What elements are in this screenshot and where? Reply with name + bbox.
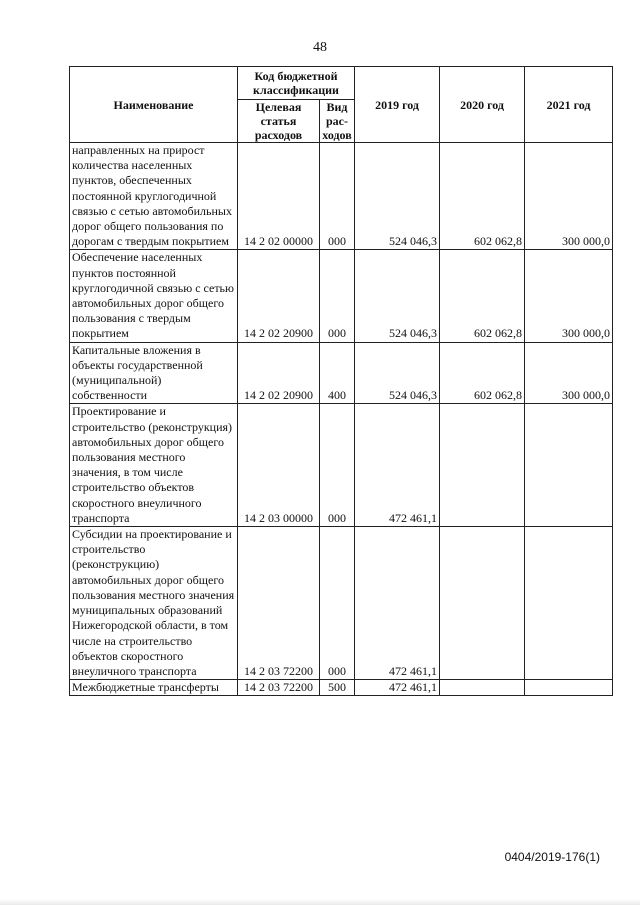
header-2019: 2019 год	[355, 67, 440, 143]
cell-2019: 524 046,3	[355, 342, 440, 404]
cell-2020: 602 062,8	[440, 250, 525, 342]
cell-2021: 300 000,0	[525, 250, 613, 342]
cell-2020: 602 062,8	[440, 143, 525, 250]
table-body	[70, 143, 613, 696]
cell-expense-type: 500	[320, 680, 355, 696]
table-row	[70, 527, 613, 680]
cell-2021	[525, 680, 613, 696]
table-row	[70, 143, 613, 250]
cell-2019: 524 046,3	[355, 143, 440, 250]
cell-name: Межбюджетные трансферты	[70, 680, 238, 696]
cell-expense-type: 000	[320, 250, 355, 342]
document-code: 0404/2019-176(1)	[504, 850, 600, 864]
table-row	[70, 680, 613, 696]
cell-2020: 602 062,8	[440, 342, 525, 404]
cell-2021	[525, 527, 613, 680]
cell-2020	[440, 680, 525, 696]
cell-expense-type: 000	[320, 404, 355, 527]
header-budget-code: Код бюджетной классификации	[238, 67, 355, 100]
cell-2019: 472 461,1	[355, 527, 440, 680]
table-header	[70, 67, 613, 143]
cell-expense-type: 000	[320, 527, 355, 680]
cell-expense-type: 000	[320, 143, 355, 250]
cell-2021: 300 000,0	[525, 143, 613, 250]
cell-name: Капитальные вложения в объекты государственной (муниципальной) собственности	[70, 342, 238, 404]
cell-name: Проектирование и строительство (реконструкция) автомобильных дорог общего пользования местного значения, в том числе строительство объектов скоростного внеуличного транспорта	[70, 404, 238, 527]
cell-name: Обеспечение населенных пунктов постоянной круглогодичной связью с сетью автомобильных дорог общего пользования с твердым покрытием	[70, 250, 238, 342]
header-name: Наименование	[70, 67, 238, 143]
cell-2019: 472 461,1	[355, 404, 440, 527]
header-target-article: Целевая статья расходов	[238, 100, 320, 143]
cell-target-article: 14 2 02 00000	[238, 143, 320, 250]
cell-target-article: 14 2 03 00000	[238, 404, 320, 527]
cell-target-article: 14 2 03 72200	[238, 680, 320, 696]
table-row	[70, 342, 613, 404]
cell-name: Субсидии на проектирование и строительство (реконструкцию) автомобильных дорог общего пользования местного значения муниципальных образований Нижегородской области, в том числе на строительство объектов скоростного внеуличного транспорта	[70, 527, 238, 680]
table-row	[70, 250, 613, 342]
cell-2020	[440, 527, 525, 680]
cell-2021	[525, 404, 613, 527]
page-bottom-edge	[0, 899, 640, 905]
budget-table	[69, 66, 613, 696]
header-2021: 2021 год	[525, 67, 613, 143]
cell-target-article: 14 2 02 20900	[238, 250, 320, 342]
cell-2019: 524 046,3	[355, 250, 440, 342]
cell-2020	[440, 404, 525, 527]
cell-target-article: 14 2 02 20900	[238, 342, 320, 404]
header-2020: 2020 год	[440, 67, 525, 143]
cell-name: направленных на прирост количества населенных пунктов, обеспеченных постоянной круглогодичной связью с сетью автомобильных дорог общего пользования по дорогам с твердым покрытием	[70, 143, 238, 250]
cell-2019: 472 461,1	[355, 680, 440, 696]
table-row	[70, 404, 613, 527]
cell-2021: 300 000,0	[525, 342, 613, 404]
page-number: 48	[313, 40, 327, 55]
header-expense-type: Вид рас-ходов	[320, 100, 355, 143]
cell-expense-type: 400	[320, 342, 355, 404]
cell-target-article: 14 2 03 72200	[238, 527, 320, 680]
